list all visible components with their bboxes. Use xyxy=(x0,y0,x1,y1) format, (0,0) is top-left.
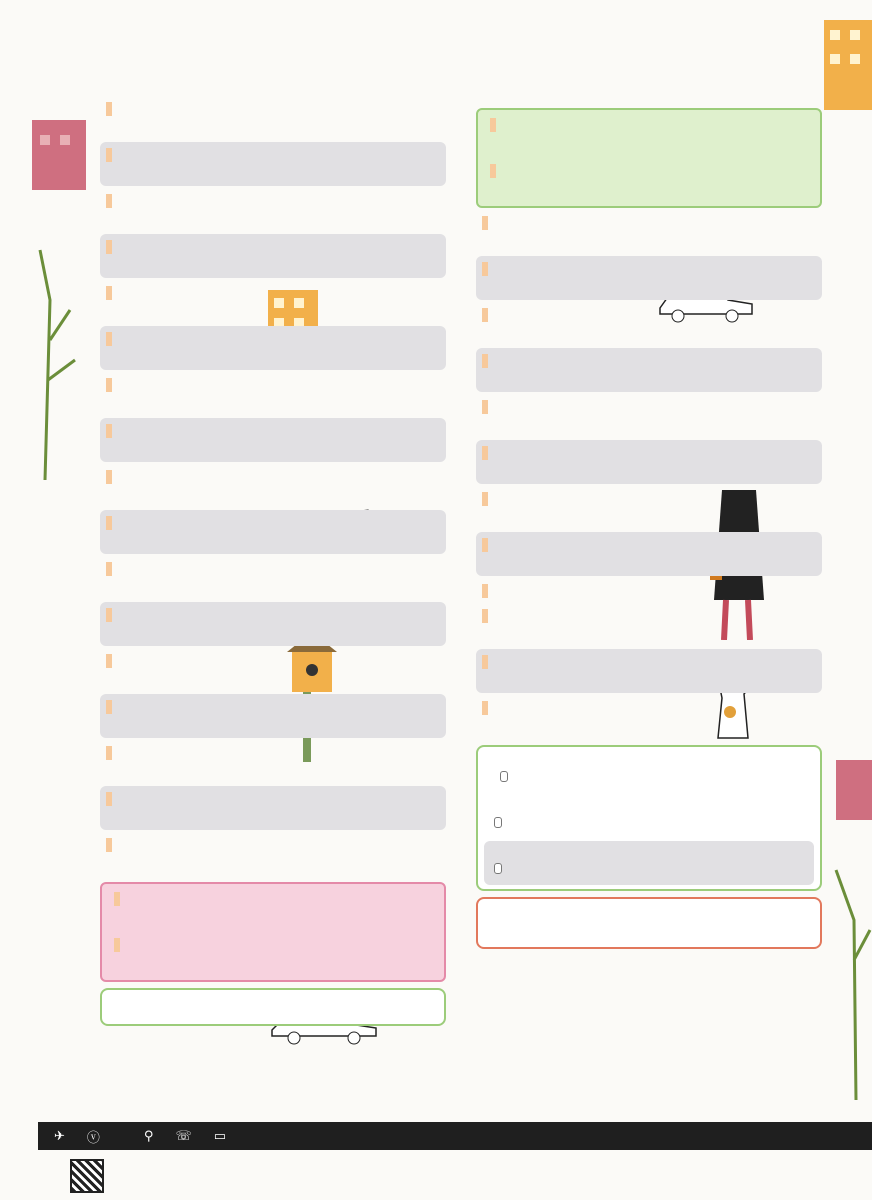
event-day xyxy=(106,102,112,116)
event-day xyxy=(106,608,112,622)
event-card[interactable] xyxy=(108,886,438,930)
event-card[interactable] xyxy=(108,932,438,976)
event-time xyxy=(490,751,808,766)
event-day xyxy=(482,609,488,623)
event-time xyxy=(106,190,440,209)
event-day xyxy=(114,892,120,906)
event-time xyxy=(490,843,808,858)
event-time xyxy=(106,420,440,439)
phone[interactable]: ☏ xyxy=(175,1128,192,1144)
event-card[interactable] xyxy=(100,602,446,646)
event-time xyxy=(106,374,440,393)
event-card[interactable] xyxy=(476,394,822,438)
event-time xyxy=(482,534,816,553)
event-day xyxy=(106,838,112,852)
event-location xyxy=(494,863,502,874)
event-card[interactable] xyxy=(100,418,446,462)
event-card[interactable] xyxy=(100,510,446,554)
event-day xyxy=(106,240,112,254)
event-time xyxy=(106,512,440,531)
event-time xyxy=(482,304,816,323)
house-right-illustration xyxy=(820,10,872,110)
event-day xyxy=(482,354,488,368)
age-color-note xyxy=(832,120,833,121)
event-day xyxy=(482,655,488,669)
event-time xyxy=(490,160,808,179)
event-day xyxy=(482,584,488,598)
tree-right-illustration xyxy=(826,720,872,1100)
event-time xyxy=(106,236,440,255)
event-day xyxy=(482,446,488,460)
event-time xyxy=(490,114,808,133)
event-card[interactable] xyxy=(476,532,822,576)
event-day xyxy=(106,746,112,760)
left-column xyxy=(100,96,446,1028)
event-time xyxy=(106,98,440,117)
qr-code-icon[interactable] xyxy=(70,1159,104,1193)
event-time xyxy=(106,834,440,853)
event-card[interactable] xyxy=(100,694,446,738)
event-day xyxy=(106,286,112,300)
event-time xyxy=(482,350,816,369)
tour-left-box xyxy=(100,882,446,982)
event-day xyxy=(482,216,488,230)
event-day xyxy=(482,538,488,552)
event-time xyxy=(482,605,816,624)
price-range: ▭ xyxy=(213,1128,227,1144)
event-card[interactable] xyxy=(476,649,822,693)
event-card[interactable] xyxy=(484,112,814,156)
event-location xyxy=(500,771,508,782)
event-time xyxy=(106,788,440,807)
event-card[interactable] xyxy=(100,648,446,692)
event-card[interactable] xyxy=(100,786,446,830)
event-card[interactable] xyxy=(476,486,822,530)
event-time xyxy=(482,488,816,507)
event-day xyxy=(482,492,488,506)
tour-right-box xyxy=(476,108,822,208)
event-card[interactable] xyxy=(484,749,814,793)
event-card[interactable] xyxy=(476,440,822,484)
event-day xyxy=(114,938,120,952)
event-day xyxy=(106,562,112,576)
event-card[interactable] xyxy=(100,464,446,508)
event-day xyxy=(106,378,112,392)
pushkin-card-note xyxy=(58,420,59,421)
event-day xyxy=(106,424,112,438)
vk-link[interactable]: ⓥ xyxy=(86,1130,100,1146)
event-time xyxy=(106,650,440,669)
event-card[interactable] xyxy=(476,302,822,346)
event-card[interactable] xyxy=(484,901,814,943)
event-time xyxy=(106,558,440,577)
event-day xyxy=(482,262,488,276)
tree-illustration xyxy=(30,80,90,480)
event-time xyxy=(106,466,440,485)
event-card[interactable] xyxy=(100,740,446,784)
event-time xyxy=(482,580,816,599)
event-time xyxy=(106,742,440,761)
event-time xyxy=(108,992,438,1007)
event-day xyxy=(482,400,488,414)
event-card[interactable] xyxy=(476,256,822,300)
event-time xyxy=(482,396,816,415)
event-time xyxy=(106,328,440,347)
event-card[interactable] xyxy=(100,188,446,232)
event-card[interactable] xyxy=(476,695,822,739)
event-time xyxy=(106,282,440,301)
event-day xyxy=(106,792,112,806)
event-card[interactable] xyxy=(476,210,822,254)
event-day xyxy=(482,701,488,715)
telegram-link[interactable]: ✈ xyxy=(54,1128,65,1144)
event-card[interactable] xyxy=(100,326,446,370)
event-day xyxy=(490,164,496,178)
event-card[interactable] xyxy=(100,96,446,140)
event-card[interactable] xyxy=(100,142,446,186)
event-card[interactable] xyxy=(476,578,822,601)
event-card[interactable] xyxy=(484,841,814,885)
event-card[interactable] xyxy=(100,556,446,600)
event-card[interactable] xyxy=(100,280,446,324)
event-card[interactable] xyxy=(476,603,822,647)
event-day xyxy=(106,148,112,162)
event-card[interactable] xyxy=(476,348,822,392)
event-time xyxy=(106,144,440,163)
address: ⚲ xyxy=(143,1128,154,1144)
event-card[interactable] xyxy=(100,372,446,416)
event-time xyxy=(114,934,432,953)
event-card[interactable] xyxy=(100,988,446,1026)
event-day xyxy=(106,194,112,208)
event-time xyxy=(482,697,816,716)
event-day xyxy=(106,700,112,714)
event-time xyxy=(482,258,816,277)
event-day xyxy=(482,308,488,322)
event-card[interactable] xyxy=(100,832,446,876)
partners-row xyxy=(70,1156,870,1196)
event-time xyxy=(114,888,432,907)
event-card[interactable] xyxy=(484,795,814,839)
event-card[interactable] xyxy=(484,158,814,202)
event-time xyxy=(482,212,816,231)
footer-bar xyxy=(38,1122,872,1150)
audio-box xyxy=(476,897,822,949)
event-time xyxy=(490,797,808,812)
event-day xyxy=(106,654,112,668)
event-day xyxy=(106,470,112,484)
event-time xyxy=(490,903,808,918)
event-time xyxy=(482,442,816,461)
right-column xyxy=(476,102,822,951)
event-card[interactable] xyxy=(100,234,446,278)
event-time xyxy=(106,604,440,623)
event-day xyxy=(490,118,496,132)
event-day xyxy=(106,332,112,346)
outside-box xyxy=(476,745,822,891)
event-day xyxy=(106,516,112,530)
event-location xyxy=(494,817,502,828)
event-time xyxy=(106,696,440,715)
event-time xyxy=(482,651,816,670)
